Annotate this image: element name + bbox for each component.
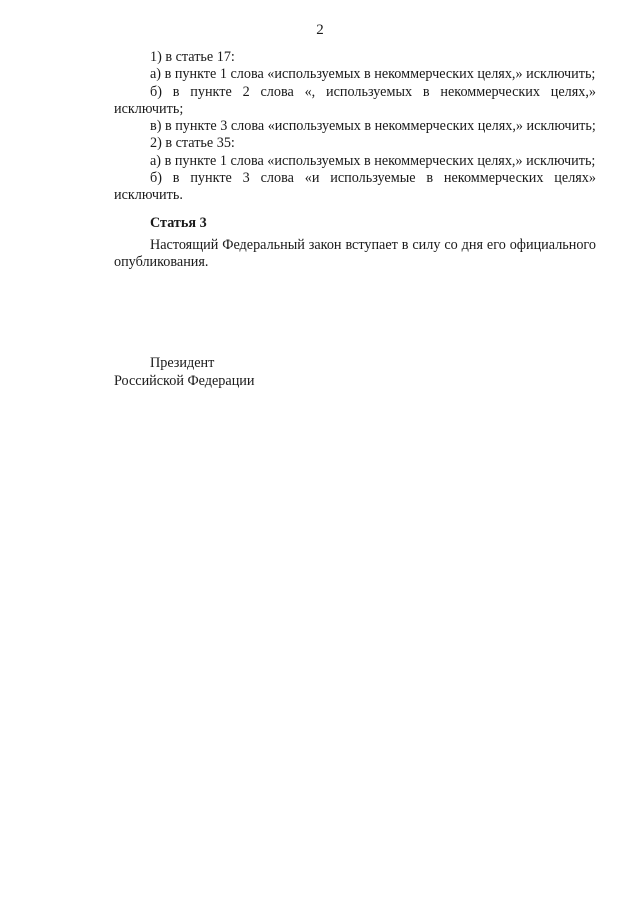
document-body	[114, 49, 596, 271]
signature-organization: Российской Федерации	[114, 373, 255, 389]
signature-title: Президент	[150, 355, 215, 371]
amendment-item: в) в пункте 3 слова «используемых в некоммерческих целях,» исключить;	[150, 118, 596, 135]
article-heading: Статья 3	[150, 214, 207, 231]
signature-block	[114, 354, 254, 390]
amendment-item: а) в пункте 1 слова «используемых в некоммерческих целях,» исключить;	[150, 66, 596, 83]
amendment-item: 1) в статье 17:	[150, 49, 235, 65]
amendment-item: б) в пункте 3 слова «и используемые в некоммерческих целях» исключить.	[114, 170, 596, 204]
amendment-item: 2) в статье 35:	[150, 135, 235, 152]
amendment-item: б) в пункте 2 слова «, используемых в некоммерческих целях,» исключить;	[114, 83, 596, 117]
page-number: 2	[316, 22, 324, 38]
article-text: Настоящий Федеральный закон вступает в силу со дня его официального опубликования.	[114, 236, 596, 270]
amendment-item: а) в пункте 1 слова «используемых в некоммерческих целях,» исключить;	[150, 152, 596, 169]
